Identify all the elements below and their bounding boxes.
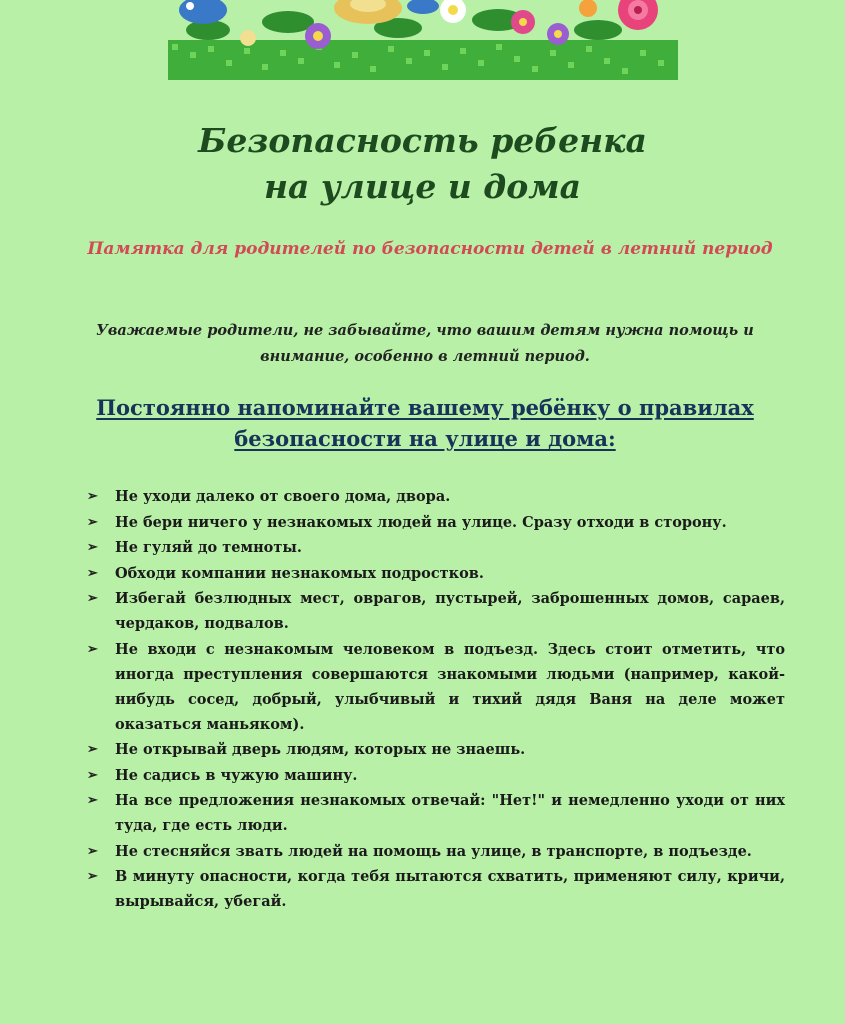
list-item — [85, 788, 785, 838]
subtitle: Памятка для родителей по безопасности детей в летний период — [87, 239, 773, 259]
floral-banner-illustration — [168, 0, 678, 80]
rules-heading: Постоянно напоминайте вашему ребёнку о правилах безопасности на улице и дома: — [96, 395, 754, 451]
arrow-bullet-icon: ➢ — [87, 869, 98, 884]
title-line-2: на улице и дома — [264, 167, 581, 206]
arrow-bullet-icon: ➢ — [87, 540, 98, 555]
intro-paragraph: Уважаемые родители, не забывайте, что вашим детям нужна помощь и внимание, особенно в летний период. — [96, 322, 754, 365]
list-item — [85, 737, 785, 762]
list-item — [85, 586, 785, 636]
safety-rules-list — [85, 484, 785, 915]
rule-text: Не уходи далеко от своего дома, двора. — [115, 488, 451, 505]
arrow-bullet-icon: ➢ — [87, 641, 98, 657]
page-title — [0, 118, 845, 210]
rule-text: Не открывай дверь людям, которых не знаешь. — [115, 741, 526, 758]
arrow-bullet-icon: ➢ — [87, 489, 98, 504]
arrow-bullet-icon: ➢ — [87, 514, 98, 530]
list-item — [85, 484, 785, 509]
list-item — [85, 637, 785, 737]
title-line-1: Безопасность ребенка — [198, 121, 647, 160]
arrow-bullet-icon: ➢ — [87, 591, 98, 606]
arrow-bullet-icon: ➢ — [87, 843, 98, 859]
list-item — [85, 561, 785, 586]
arrow-bullet-icon: ➢ — [87, 793, 98, 808]
arrow-bullet-icon: ➢ — [87, 565, 98, 581]
arrow-bullet-icon: ➢ — [87, 767, 98, 783]
rule-text: Избегай безлюдных мест, оврагов, пустырей, заброшенных домов, сараев, чердаков, подвалов. — [115, 590, 785, 632]
arrow-bullet-icon: ➢ — [87, 742, 98, 757]
rule-text: В минуту опасности, когда тебя пытаются схватить, применяют силу, кричи, вырывайся, убегай. — [115, 868, 785, 910]
list-item — [85, 510, 785, 535]
rule-text: Не входи с незнакомым человеком в подъезд. Здесь стоит отметить, что иногда преступления совершаются знакомыми людьми (например, какой-нибудь сосед, добрый, улыбчивый и тихий дядя Ваня на деле может оказаться маньяком). — [115, 640, 785, 733]
rule-text: Не стесняйся звать людей на помощь на улице, в транспорте, в подъезде. — [115, 842, 752, 860]
list-item — [85, 535, 785, 560]
list-item — [85, 763, 785, 788]
rule-text: Не садись в чужую машину. — [115, 766, 358, 784]
list-item — [85, 864, 785, 914]
rule-text: Не гуляй до темноты. — [115, 539, 302, 556]
rule-text: На все предложения незнакомых отвечай: "Нет!" и немедленно уходи от них туда, где есть люди. — [115, 792, 785, 834]
rule-text: Обходи компании незнакомых подростков. — [115, 564, 484, 582]
rule-text: Не бери ничего у незнакомых людей на улице. Сразу отходи в сторону. — [115, 513, 727, 531]
list-item — [85, 839, 785, 864]
